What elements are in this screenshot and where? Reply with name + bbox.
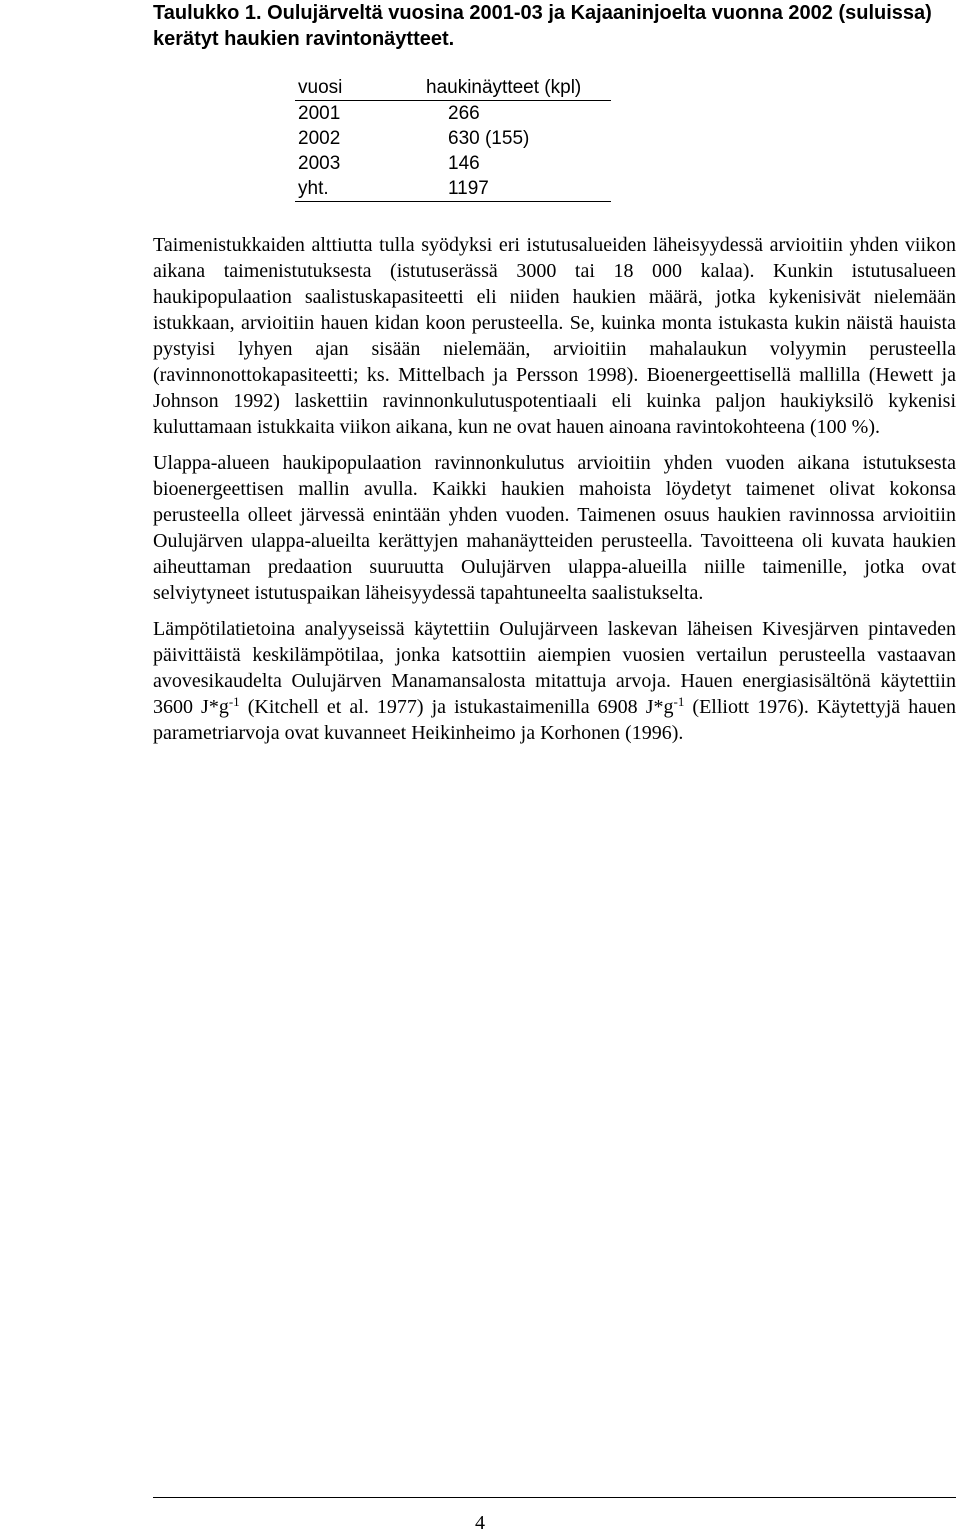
paragraph-pelagic-consumption: Ulappa-alueen haukipopulaation ravinnonkulutus arvioitiin yhden vuoden aikana istutuksesta bioenergeettisen mallin avulla. Kaikki haukien mahoista löydetyt taimenet olivat kokonsa perusteella olleet järvessä enintään yhden vuoden. Taimenen osuus haukien ravinnossa arvioitiin Oulujärven ulappa-alueilta kerättyjen mahanäytteiden perusteella. Tavoitteena oli kuvata haukien aiheuttaman predaation suuruutta Oulujärven ulappa-alueilla niille taimenille, jotka ovat selviytyneet istutuspaikan läheisyydessä tapahtuneelta saalistukselta. bbox=[153, 452, 956, 604]
body-text bbox=[153, 232, 956, 756]
paragraph-temperature-energy bbox=[153, 616, 956, 746]
table-cell-samples: 630 (155) bbox=[448, 128, 530, 149]
table-cell-total-value: 1197 bbox=[426, 176, 611, 202]
paragraph-text: (Elliott 1976). Käytettyjä hauen parametriarvoja ovat kuvanneet Heikinheimo ja Korhonen (1996). bbox=[153, 696, 956, 744]
table-cell-samples: 266 bbox=[448, 103, 480, 124]
table-row bbox=[295, 151, 611, 176]
table-header-row bbox=[295, 75, 611, 101]
table-cell-samples: 146 bbox=[448, 153, 480, 174]
superscript: -1 bbox=[228, 694, 240, 709]
footer-divider bbox=[153, 1497, 956, 1498]
table-cell-year: 2003 bbox=[298, 153, 341, 174]
paragraph-text: (Kitchell et al. 1977) ja istukastaimenilla 6908 J*g bbox=[239, 696, 674, 718]
paragraph-stocking-vulnerability: Taimenistukkaiden alttiutta tulla syödyksi eri istutusalueiden läheisyydessä arvioitiin yhden viikon aikana taimenistutuksesta (istutuserässä 3000 tai 18 000 kalaa). Kunkin istutusalueen haukipopulaation saalistuskapasiteetti eli niiden haukien määrä, jotka kykenisivät nielemään istukkaan, arvioitiin hauen kidan koon perusteella. Se, kuinka monta istukasta kukin näistä hauista pystyisi lyhyen ajan sisään nielemään, arvioitiin mahalaukun volyymin perusteella (ravinnonottokapasiteetti; ks. Mittelbach ja Persson 1998). Bioenergeettisellä mallilla (Hewett ja Johnson 1992) laskettiin ravinnonkulutuspotentiaali eli kuinka paljon haukiyksilö kykenisi kuluttamaan istukkaita viikon aikana, kun ne ovat hauen ainoana ravintokohteena (100 %). bbox=[153, 234, 956, 438]
sample-table bbox=[295, 75, 611, 202]
table-row bbox=[295, 101, 611, 127]
table-row bbox=[295, 126, 611, 151]
table-total-row bbox=[295, 176, 611, 202]
superscript: -1 bbox=[673, 694, 685, 709]
paragraph-text: Lämpötilatietoina analyyseissä käytettiin Oulujärveen laskevan läheisen Kivesjärven pintaveden päivittäistä keskilämpötilaa, jonka katsottiin aiempien vuosien vertailun perusteella vastaavan avovesikaudelta Oulujärven Manamansalosta mitattuja arvoja. Hauen energiasisältönä käytettiin 3600 J*g bbox=[153, 618, 956, 718]
table-cell-year: 2001 bbox=[298, 103, 341, 124]
table-cell-total-label: yht. bbox=[295, 176, 426, 202]
table-caption: Taulukko 1. Oulujärveltä vuosina 2001-03 ja Kajaaninjoelta vuonna 2002 (suluissa) kerätyt haukien ravintonäytteet. bbox=[153, 2, 932, 50]
column-header-year: vuosi bbox=[295, 75, 426, 101]
page-number: 4 bbox=[475, 1512, 485, 1534]
table-cell-year: 2002 bbox=[298, 128, 341, 149]
column-header-samples: haukinäytteet (kpl) bbox=[426, 75, 611, 101]
